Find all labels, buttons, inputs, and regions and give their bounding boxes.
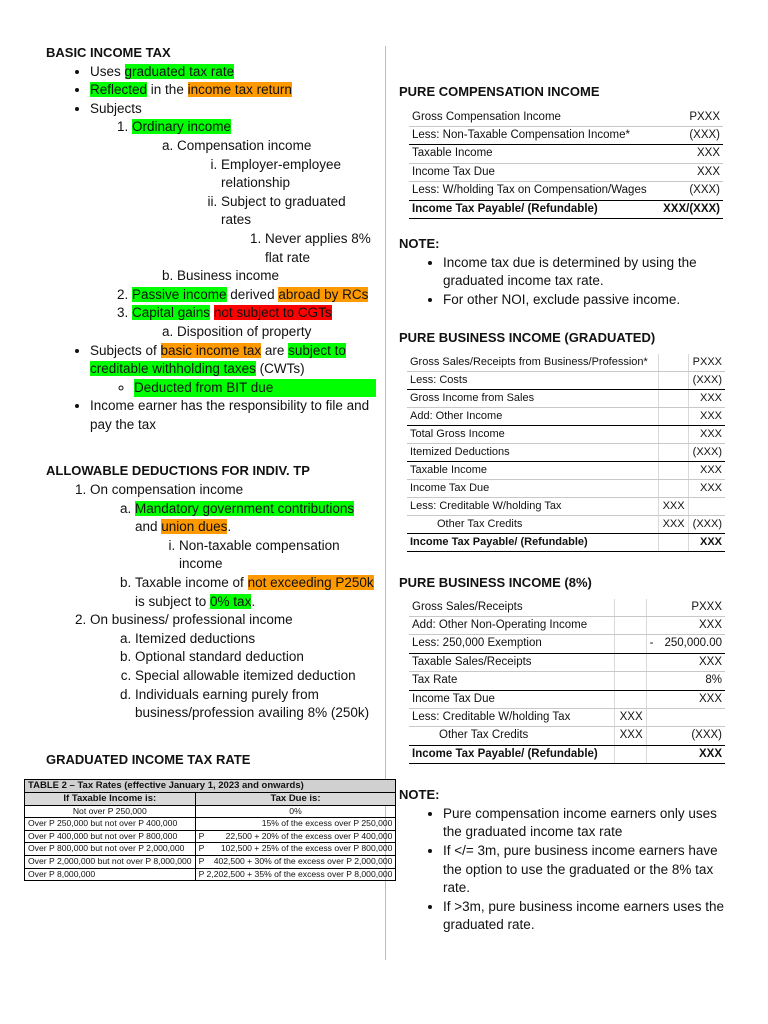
list-item: • Uses graduated tax rate [90,63,376,82]
table-row: Over P 8,000,000 P 2,202,500 + 35% of the excess over P 8,000,000 [25,868,396,881]
highlight: Capital gains [132,305,211,321]
pure-compensation-heading: PURE COMPENSATION INCOME [399,84,600,99]
list-item: • Pure compensation income earners only uses the graduated income tax rate [443,805,729,842]
allowable-deductions-heading: ALLOWABLE DEDUCTIONS FOR INDIV. TP [46,463,310,479]
business-graduated-table [407,354,725,552]
highlight: Mandatory government contributions [135,500,355,516]
table-row: Gross Compensation Income PXXX [409,109,723,127]
highlight: graduated tax rate [124,63,235,79]
list-item [132,304,376,341]
note-list [399,805,729,935]
list-item: a. Itemized deductions [135,630,376,649]
list-item [132,118,376,285]
list-item: b. Taxable income of not exceeding P250k is subject to 0% tax. [135,574,376,611]
table-row: Income Tax Payable/ (Refundable) XXX/(XXX) [409,200,723,218]
table-row: Less: Non-Taxable Compensation Income* (XXX) [409,127,723,145]
note-heading: NOTE: [399,236,440,252]
list-item: • If >3m, pure business income earners uses the graduated rate. [443,898,729,935]
highlight: basic income tax [160,342,262,358]
highlight: Ordinary income [132,119,232,135]
highlight: abroad by RCs [278,286,369,302]
list-item: ◦ Deducted from BIT due [134,379,376,398]
list-item: a. Compensation income i. Employer-employee relationship ii. Subject to graduated rates 1. Never applies 8% flat rate [177,137,376,267]
list-item: b. Business income [177,267,376,286]
table-row: Not over P 250,000 0% [25,805,396,818]
table-row: Add: Other Non-Operating Income XXX [409,617,725,635]
table-header: If Taxable Income is: [25,792,196,805]
list-item: 2. Passive income derived abroad by RCs [132,286,376,305]
list-item: • Income tax due is determined by using the graduated income tax rate. [443,254,729,291]
table-row: Add: Other Income XXX [407,408,725,426]
table-row: Less: W/holding Tax on Compensation/Wages (XXX) [409,182,723,200]
note-heading: NOTE: [399,787,440,803]
table-row: Gross Income from Sales XXX [407,390,725,408]
list-item: a. Disposition of property [177,323,376,342]
table-row: Income Tax Payable/ (Refundable) XXX [407,534,725,552]
list-item: • Income earner has the responsibility to file and pay the tax [90,397,376,434]
list-item: a. Mandatory government contributions and union dues. i. Non-taxable compensation income [135,500,376,574]
compensation-statement-table [409,109,723,219]
list-item: • Reflected in the income tax return [90,81,376,100]
table-caption: TABLE 2 – Tax Rates (effective January 1, 2023 and onwards) [25,780,396,793]
table-row: Income Tax Due XXX [407,480,725,498]
pure-business-8-percent-heading: PURE BUSINESS INCOME (8%) [399,575,592,590]
table-row: Less: Creditable W/holding Tax XXX [407,498,725,516]
basic-income-tax-list [46,63,376,435]
list-item: 1. Never applies 8% flat rate [265,230,376,267]
list-item: 1. On compensation income a. Mandatory government contributions and union dues. i. Non-taxable compensation income b. Taxable income of not exceeding P250k is subject to 0% tax. [90,481,376,611]
table-row: Total Gross Income XXX [407,426,725,444]
list-item: d. Individuals earning purely from business/profession availing 8% (250k) [135,686,376,723]
table-row: Gross Sales/Receipts PXXX [409,599,725,617]
list-item: b. Optional standard deduction [135,648,376,667]
table-row: Other Tax Credits XXX (XXX) [409,727,725,745]
list-item: • Subjects of basic income tax are subject to creditable withholding taxes (CWTs) ◦ Deducted from BIT due [90,342,376,398]
table-row: Taxable Sales/Receipts XXX [409,653,725,671]
table-row: Income Tax Payable/ (Refundable) XXX [409,745,725,763]
table-row: Tax Rate 8% [409,672,725,690]
table-row: Less: 250,000 Exemption - 250,000.00 [409,635,725,653]
highlight: union dues [161,519,228,535]
right-column [399,83,729,935]
highlight: not exceeding P250k [247,575,374,591]
graduated-rate-heading: GRADUATED INCOME TAX RATE [46,751,251,767]
list-item: ii. Subject to graduated rates 1. Never applies 8% flat rate [221,193,376,267]
table-row: Income Tax Due XXX [409,163,723,181]
list-item: 2. On business/ professional income a. Itemized deductions b. Optional standard deduction c. Special allowable itemized deduction d. Individuals earning purely from business/profession availing 8% (250k) [90,611,376,723]
left-column [28,44,393,881]
table-row: Less: Creditable W/holding Tax XXX [409,709,725,727]
table-row: Over P 250,000 but not over P 400,000 15% of the excess over P 250,000 [25,818,396,831]
business-8-percent-table [409,599,725,765]
list-item: c. Special allowable itemized deduction [135,667,376,686]
table-row: Taxable Income XXX [409,145,723,163]
highlight: subject to creditable withholding taxes [90,342,346,377]
table-row: Over P 800,000 but not over P 2,000,000 P 102,500 + 25% of the excess over P 800,000 [25,843,396,856]
list-item: i. Employer-employee relationship [221,156,376,193]
highlight: Passive income [132,286,227,302]
list-item: • If </= 3m, pure business income earners have the option to use the graduated or the 8% tax rate. [443,842,729,898]
table-row: Over P 2,000,000 but not over P 8,000,000 P 402,500 + 30% of the excess over P 2,000,000 [25,855,396,868]
table-row: Income Tax Due XXX [409,690,725,708]
highlight: Reflected [90,82,148,98]
table-row: Other Tax Credits XXX (XXX) [407,516,725,534]
highlight: not subject to CGTs [213,305,332,321]
tax-rate-table [24,779,396,881]
deductions-list [46,481,376,723]
pure-business-graduated-heading: PURE BUSINESS INCOME (GRADUATED) [399,330,656,346]
table-row: Over P 400,000 but not over P 800,000 P 22,500 + 20% of the excess over P 400,000 [25,830,396,843]
table-row: Less: Costs (XXX) [407,372,725,390]
highlight: income tax return [187,82,292,98]
table-header: Tax Due is: [195,792,396,805]
table-row: Gross Sales/Receipts from Business/Profession* PXXX [407,354,725,372]
list-item: • Subjects 1. Ordinary income a. Compensation income i. Employer-employee relationship ii. Subject to graduated rates 1. Never applies 8% flat rate b. Business income 2. Passive income derived abroad by RCs 3. Capital gains not subject to CGTs a. Disposition of property [90,100,376,342]
basic-income-tax-heading: BASIC INCOME TAX [46,45,171,60]
note-list [399,254,729,310]
list-item: i. Non-taxable compensation income [179,537,376,574]
table-row: Taxable Income XXX [407,462,725,480]
highlight: 0% tax [210,593,252,609]
table-row: Itemized Deductions (XXX) [407,444,725,462]
list-item: • For other NOI, exclude passive income. [443,291,729,310]
subjects-list [90,118,376,341]
